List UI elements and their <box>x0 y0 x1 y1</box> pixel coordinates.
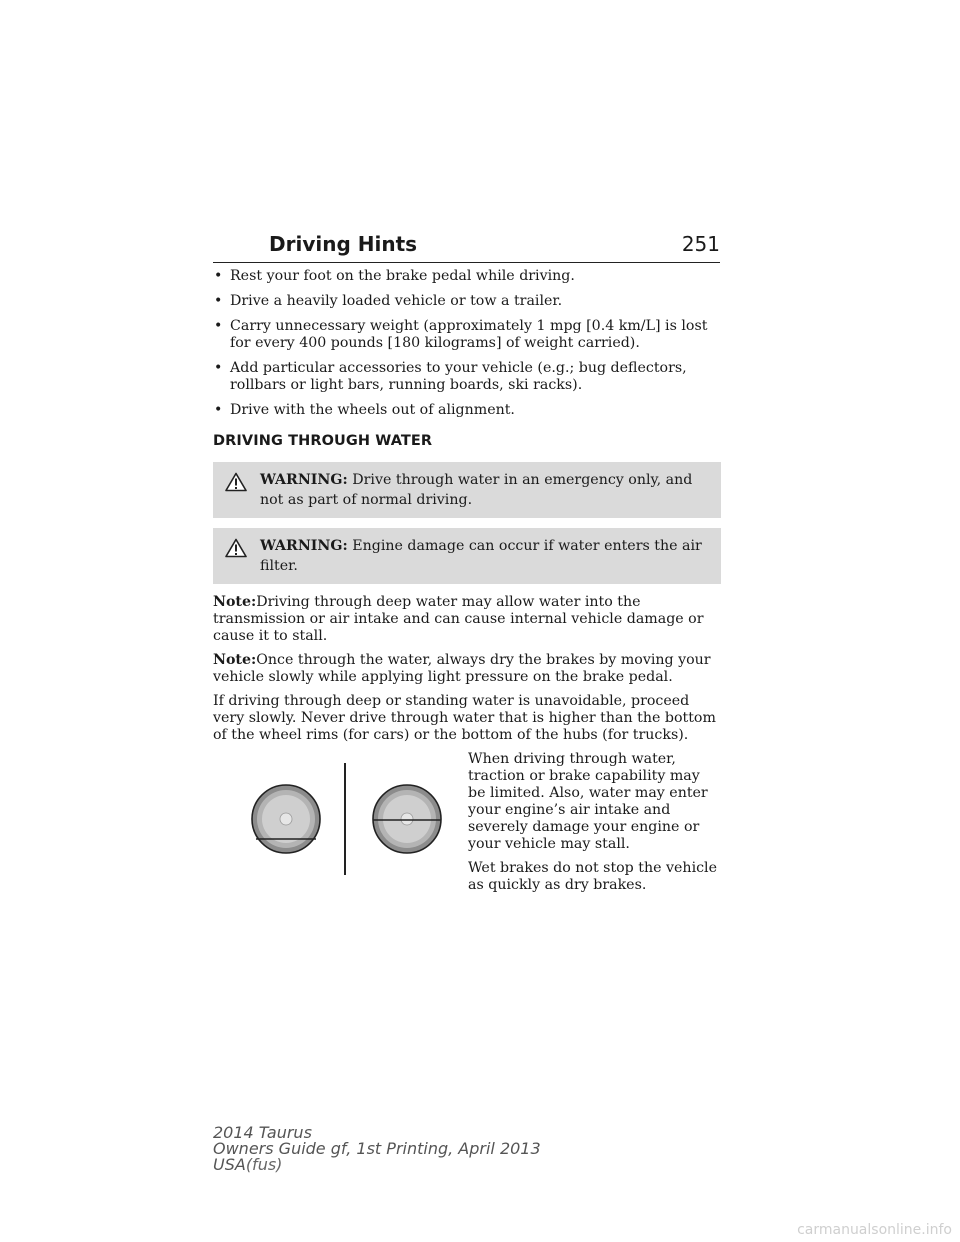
list-item: • Drive with the wheels out of alignment. <box>214 402 515 418</box>
body-paragraph: When driving through water, traction or brake capability may be limited. Also, water may enter your engine’s air intake and severely damage your engine or your vehicle may stall. <box>468 751 708 852</box>
note-text: Once through the water, always dry the brakes by moving your vehicle slowly while applying light pressure on the brake pedal. <box>213 652 711 685</box>
page-header <box>213 232 720 263</box>
warning-triangle-icon <box>225 472 247 492</box>
section-heading: DRIVING THROUGH WATER <box>213 433 433 449</box>
bullet-list <box>213 268 721 419</box>
page-footer <box>213 1125 541 1173</box>
warning-text: Drive through water in an emergency only, and not as part of normal driving. <box>260 472 693 508</box>
list-item: • Rest your foot on the brake pedal while driving. <box>214 268 575 284</box>
warning-triangle-icon <box>225 538 247 558</box>
note-paragraph <box>213 652 721 686</box>
list-item: • Add particular accessories to your vehicle (e.g.; bug deflectors, rollbars or light bars, running boards, ski racks). <box>214 360 687 393</box>
bullet-icon: • <box>214 402 223 418</box>
figure-side-text <box>468 751 721 901</box>
footer-region: USA(fus) <box>213 1155 283 1174</box>
watermark: carmanualsonline.info <box>797 1222 952 1238</box>
note-label: Note: <box>213 652 257 668</box>
bullet-icon: • <box>214 268 223 284</box>
list-item: • Carry unnecessary weight (approximately 1 mpg [0.4 km/L] is lost for every 400 pounds [180 kilograms] of weight carried). <box>214 318 708 351</box>
note-paragraph <box>213 594 721 645</box>
warning-label: WARNING: <box>260 472 348 488</box>
figure-row <box>213 751 721 901</box>
footer-model: 2014 Taurus <box>213 1123 312 1142</box>
body-paragraph: Wet brakes do not stop the vehicle as quickly as dry brakes. <box>468 860 717 893</box>
body-paragraph: If driving through deep or standing water is unavoidable, proceed very slowly. Never drive through water that is higher than the bottom of the wheel rims (for cars) or the bottom of the hubs (for trucks). <box>213 693 716 743</box>
bullet-icon: • <box>214 360 223 376</box>
section-title: Driving Hints <box>269 232 418 256</box>
note-text: Driving through deep water may allow water into the transmission or air intake and can cause internal vehicle damage or cause it to stall. <box>213 594 704 644</box>
page-number: 251 <box>681 232 720 256</box>
page-content <box>213 268 721 901</box>
wheel-water-level-illustration <box>233 763 455 889</box>
bullet-icon: • <box>214 318 223 334</box>
note-label: Note: <box>213 594 257 610</box>
bullet-icon: • <box>214 293 223 309</box>
warning-box <box>213 462 721 518</box>
footer-printing: Owners Guide gf, 1st Printing, April 2013 <box>213 1139 541 1158</box>
warning-box <box>213 528 721 584</box>
list-item: • Drive a heavily loaded vehicle or tow a trailer. <box>214 293 563 309</box>
warning-label: WARNING: <box>260 538 348 554</box>
warning-text: Engine damage can occur if water enters the air filter. <box>260 538 702 574</box>
